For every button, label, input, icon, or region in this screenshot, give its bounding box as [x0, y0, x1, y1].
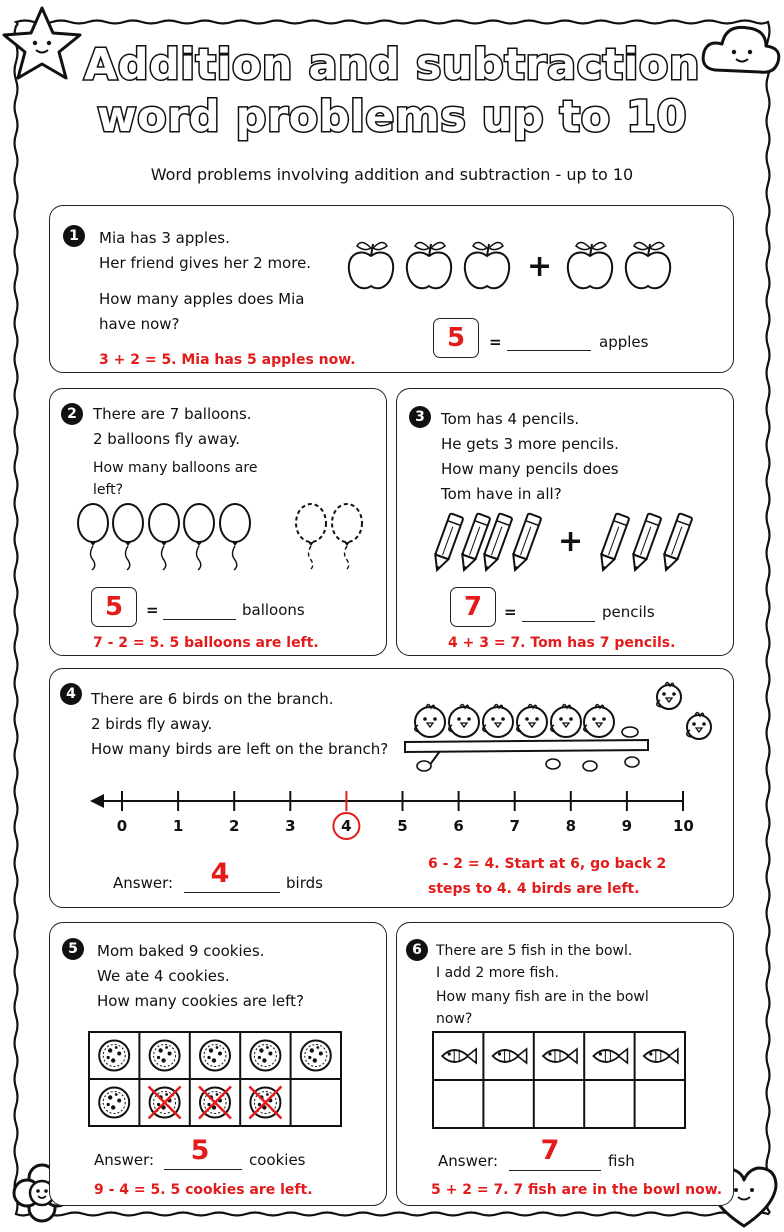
- number-line-tick-label: 6: [453, 817, 464, 835]
- problem-3-answer: 7: [450, 587, 496, 627]
- problem-3-line-1: Tom has 4 pencils.: [441, 410, 580, 428]
- problem-6-line-3: How many fish are in the bowl: [436, 989, 649, 1005]
- page-title-line-2: word problems up to 10: [96, 92, 688, 142]
- problem-5-number: 5: [62, 938, 84, 960]
- problem-4-number: 4: [60, 683, 82, 705]
- problem-2-line-3: How many balloons are: [93, 460, 258, 476]
- problem-4-line-3: How many birds are left on the branch?: [91, 740, 389, 758]
- problem-3-unit: pencils: [602, 603, 655, 621]
- problem-4-line-1: There are 6 birds on the branch.: [91, 690, 334, 708]
- ten-frame-grid: [433, 1032, 685, 1128]
- problem-6-number: 6: [406, 939, 428, 961]
- problem-1-answer: 5: [433, 318, 479, 358]
- problem-4-answer-label: Answer:: [113, 874, 174, 892]
- problem-1-plus: +: [527, 249, 553, 284]
- problem-5-solution: 9 - 4 = 5. 5 cookies are left.: [94, 1182, 313, 1198]
- problem-1-equals: =: [489, 333, 502, 351]
- number-line-tick-label: 9: [621, 817, 633, 835]
- problem-6-answer: 7: [540, 1135, 560, 1166]
- problem-6-solution: 5 + 2 = 7. 7 fish are in the bowl now.: [431, 1182, 723, 1198]
- page-title-line-1: Addition and subtraction: [83, 40, 701, 90]
- number-line-tick-label: 10: [673, 817, 694, 835]
- problem-3-line-4: Tom have in all?: [441, 485, 562, 503]
- problem-2-number: 2: [61, 403, 83, 425]
- problem-4-solution-line-1: 6 - 2 = 4. Start at 6, go back 2: [428, 856, 667, 872]
- problem-6-answer-label: Answer:: [438, 1152, 499, 1170]
- problem-2-line-2: 2 balloons fly away.: [93, 430, 241, 448]
- problem-6-line-4: now?: [436, 1011, 473, 1027]
- problem-2-equals: =: [146, 601, 159, 619]
- problem-1-line-2: Her friend gives her 2 more.: [99, 254, 312, 272]
- number-line-tick-label: 8: [565, 817, 577, 835]
- problem-3-solution: 4 + 3 = 7. Tom has 7 pencils.: [448, 635, 676, 651]
- problem-6-unit: fish: [608, 1152, 635, 1170]
- problem-3-line-3: How many pencils does: [441, 460, 619, 478]
- problem-1-line-3: How many apples does Mia: [99, 290, 305, 308]
- problem-2-unit: balloons: [242, 601, 305, 619]
- problem-4-unit: birds: [286, 874, 323, 892]
- problem-1-unit: apples: [599, 333, 649, 351]
- problem-5-answer-label: Answer:: [94, 1151, 155, 1169]
- problem-5-line-1: Mom baked 9 cookies.: [97, 942, 265, 960]
- problem-5-line-2: We ate 4 cookies.: [97, 967, 230, 985]
- problem-3-number: 3: [409, 406, 431, 428]
- problem-2-line-1: There are 7 balloons.: [93, 405, 252, 423]
- problem-5-line-3: How many cookies are left?: [97, 992, 304, 1010]
- number-line-tick-label: 4: [341, 817, 352, 835]
- problem-2-answer: 5: [91, 587, 137, 627]
- problem-1-line-1: Mia has 3 apples.: [99, 229, 230, 247]
- problem-6-line-1: There are 5 fish in the bowl.: [436, 943, 633, 959]
- problem-5-answer: 5: [190, 1135, 210, 1166]
- problem-1-solution: 3 + 2 = 5. Mia has 5 apples now.: [99, 352, 356, 368]
- number-line-tick-label: 0: [116, 817, 128, 835]
- problem-3-line-2: He gets 3 more pencils.: [441, 435, 619, 453]
- number-line-tick-label: 1: [172, 817, 184, 835]
- problem-1-line-4: have now?: [99, 315, 180, 333]
- problem-3-equals: =: [504, 603, 517, 621]
- problem-3-plus: +: [558, 524, 584, 559]
- problem-6-line-2: I add 2 more fish.: [436, 965, 559, 981]
- number-line-tick-label: 7: [509, 817, 520, 835]
- problem-1-number: 1: [63, 225, 85, 247]
- number-line-tick-label: 3: [285, 817, 296, 835]
- problem-4-solution-line-2: steps to 4. 4 birds are left.: [428, 881, 640, 897]
- number-line-tick-label: 2: [228, 817, 240, 835]
- number-line-tick-label: 5: [397, 817, 408, 835]
- problem-2-line-4: left?: [93, 482, 124, 498]
- problem-2-solution: 7 - 2 = 5. 5 balloons are left.: [93, 635, 319, 651]
- problem-4-line-2: 2 birds fly away.: [91, 715, 213, 733]
- page-subtitle: Word problems involving addition and subtraction - up to 10: [150, 165, 634, 184]
- problem-4-answer: 4: [210, 858, 230, 889]
- problem-5-unit: cookies: [249, 1151, 306, 1169]
